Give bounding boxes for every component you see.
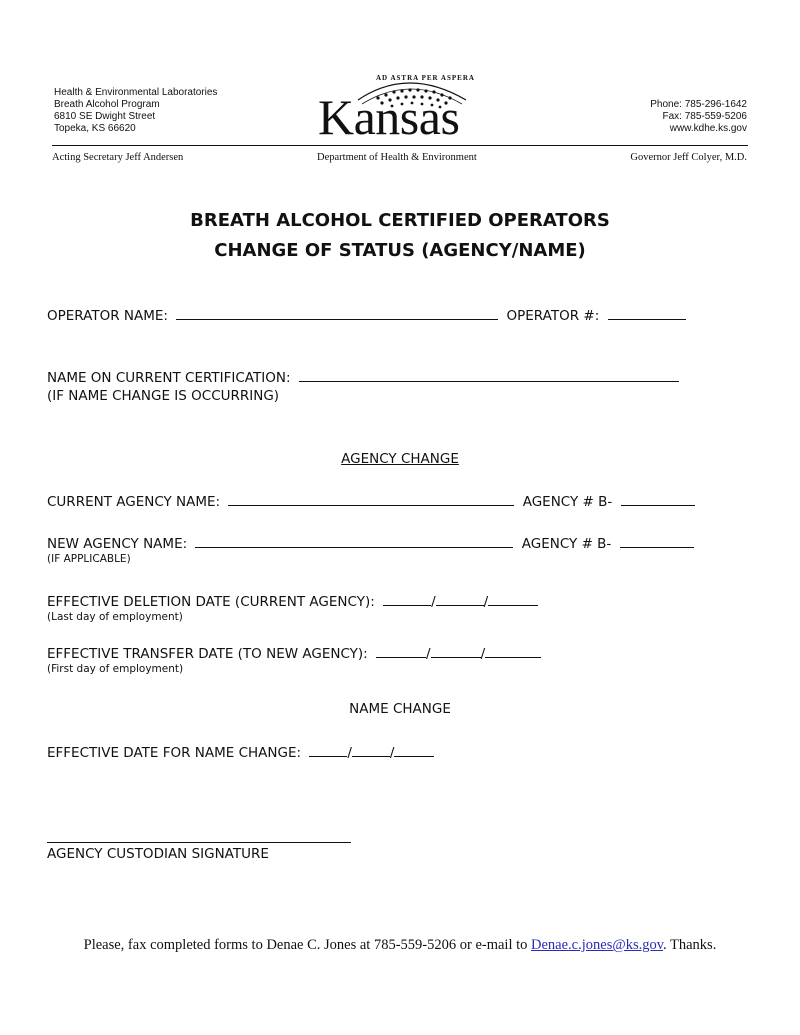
deletion-date-row: [47, 591, 538, 610]
agency-change-heading: AGENCY CHANGE: [341, 451, 459, 467]
date-separator: /: [483, 594, 489, 610]
name-change-date-label: EFFECTIVE DATE FOR NAME CHANGE:: [47, 745, 302, 761]
department-text: Department of Health & Environment: [317, 152, 477, 163]
name-change-year-input[interactable]: [394, 742, 434, 757]
date-separator: /: [389, 745, 395, 761]
transfer-note: (First day of employment): [47, 663, 184, 675]
name-change-day-input[interactable]: [352, 742, 390, 757]
date-separator: /: [426, 646, 431, 662]
kansas-logo: [318, 70, 482, 144]
signature-label: AGENCY CUSTODIAN SIGNATURE: [47, 846, 269, 862]
footer-text: Please, fax completed forms to Denae C. Jones at 785-559-5206 or e-mail to: [83, 937, 528, 953]
date-separator: /: [347, 745, 352, 761]
new-agency-number-label: AGENCY # B-: [521, 536, 612, 552]
deletion-date-label: EFFECTIVE DELETION DATE (CURRENT AGENCY):: [47, 594, 375, 610]
deletion-year-input[interactable]: [488, 591, 538, 606]
operator-number-input[interactable]: [608, 305, 686, 320]
name-change-heading: NAME CHANGE: [349, 701, 451, 717]
new-agency-number-input[interactable]: [620, 533, 694, 548]
org-line: Health & Environmental Laboratories: [54, 87, 218, 98]
deletion-day-input[interactable]: [436, 591, 484, 606]
current-agency-label: CURRENT AGENCY NAME:: [47, 494, 221, 510]
new-agency-note: (IF APPLICABLE): [47, 553, 131, 565]
title-line-2: CHANGE OF STATUS (AGENCY/NAME): [214, 240, 586, 261]
fax-text: Fax: 785-559-5206: [662, 111, 747, 122]
operator-name-input[interactable]: [176, 305, 498, 320]
footer-note: [0, 937, 800, 954]
org-address-block: [54, 87, 217, 135]
phone-text: Phone: 785-296-1642: [650, 99, 747, 110]
date-separator: /: [431, 594, 436, 610]
governor-text: Governor Jeff Colyer, M.D.: [630, 152, 747, 163]
org-line: Breath Alcohol Program: [54, 99, 160, 110]
page-title: [0, 206, 800, 266]
current-cert-input[interactable]: [299, 367, 679, 382]
logo-motto: AD ASTRA PER ASPERA: [376, 74, 475, 82]
title-line-1: BREATH ALCOHOL CERTIFIED OPERATORS: [190, 210, 610, 231]
email-link[interactable]: Denae.c.jones@ks.gov: [531, 937, 664, 953]
new-agency-row: [47, 533, 694, 552]
date-separator: /: [480, 646, 486, 662]
current-agency-input[interactable]: [228, 491, 514, 506]
org-line: 6810 SE Dwight Street: [54, 111, 156, 122]
transfer-month-input[interactable]: [376, 643, 426, 658]
footer-thanks: . Thanks.: [663, 937, 717, 953]
current-agency-row: [47, 491, 695, 510]
current-cert-note: (IF NAME CHANGE IS OCCURRING): [47, 388, 280, 404]
name-change-date-row: [47, 742, 434, 761]
current-agency-number-label: AGENCY # B-: [522, 494, 613, 510]
org-line: Topeka, KS 66620: [54, 123, 136, 134]
transfer-date-row: [47, 643, 541, 662]
contact-block: [650, 99, 747, 135]
header-divider: [52, 145, 748, 146]
website-text: www.kdhe.ks.gov: [669, 123, 747, 134]
transfer-date-label: EFFECTIVE TRANSFER DATE (TO NEW AGENCY):: [47, 646, 368, 662]
secretary-text: Acting Secretary Jeff Andersen: [52, 152, 184, 163]
deletion-month-input[interactable]: [383, 591, 431, 606]
transfer-year-input[interactable]: [485, 643, 541, 658]
operator-name-label: OPERATOR NAME:: [47, 308, 168, 324]
name-change-month-input[interactable]: [309, 742, 347, 757]
current-cert-label: NAME ON CURRENT CERTIFICATION:: [47, 370, 291, 386]
operator-row: [47, 305, 686, 324]
operator-number-label: OPERATOR #:: [506, 308, 600, 324]
deletion-note: (Last day of employment): [47, 611, 183, 623]
signature-line[interactable]: [47, 840, 351, 843]
transfer-day-input[interactable]: [431, 643, 481, 658]
current-agency-number-input[interactable]: [621, 491, 695, 506]
new-agency-input[interactable]: [195, 533, 513, 548]
new-agency-label: NEW AGENCY NAME:: [47, 536, 188, 552]
current-cert-row: [47, 367, 679, 386]
logo-wordmark: Kansas: [318, 89, 460, 145]
